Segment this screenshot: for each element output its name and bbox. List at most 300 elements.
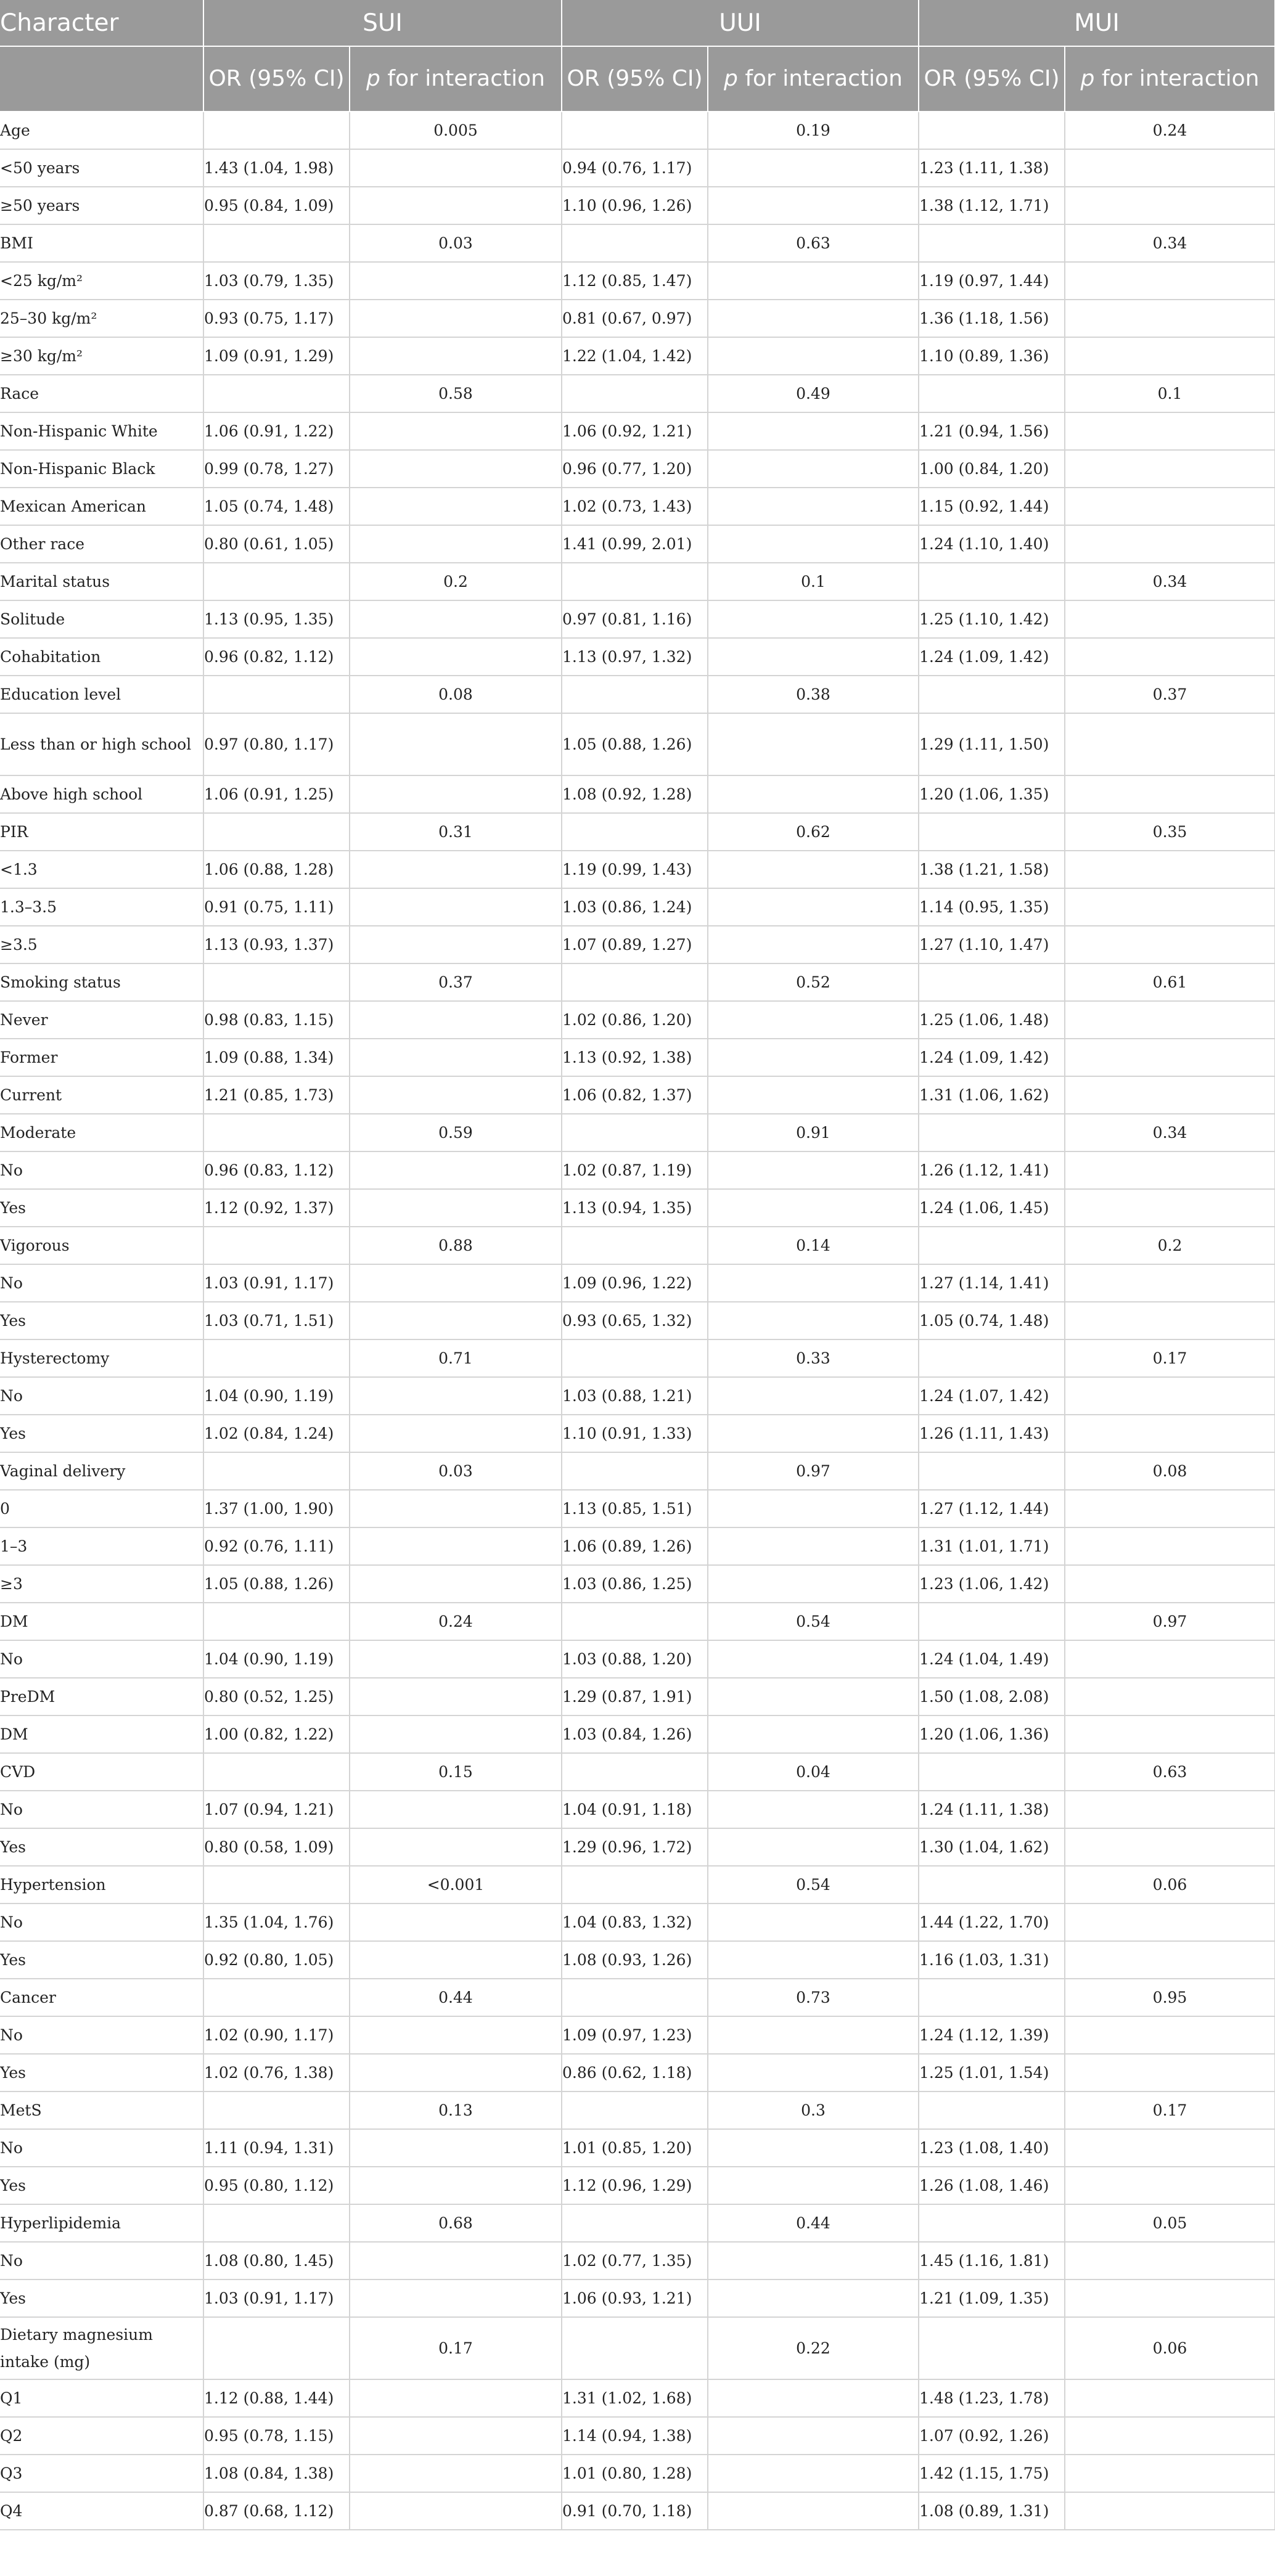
cell-sui-or: 1.08 (0.80, 1.45) <box>203 2242 350 2280</box>
cell-uui-p <box>708 1903 919 1941</box>
cell-uui-or: 1.10 (0.96, 1.26) <box>562 187 708 224</box>
row-label: Smoking status <box>0 963 203 1001</box>
cell-mui-or: 1.08 (0.89, 1.31) <box>919 2492 1065 2530</box>
cell-sui-p: 0.71 <box>350 1339 562 1377</box>
row-label: Non-Hispanic White <box>0 412 203 450</box>
cell-uui-p <box>708 1828 919 1866</box>
subgroup-row <box>0 2492 1275 2530</box>
cell-sui-or: 1.08 (0.84, 1.38) <box>203 2455 350 2492</box>
cell-sui-p <box>350 926 562 963</box>
group-row <box>0 2317 1275 2379</box>
cell-uui-p: 0.33 <box>708 1339 919 1377</box>
cell-sui-or: 1.11 (0.94, 1.31) <box>203 2129 350 2167</box>
cell-sui-or <box>203 2204 350 2242</box>
group-row <box>0 1979 1275 2016</box>
cell-sui-p: <0.001 <box>350 1866 562 1903</box>
or-header-sui: OR (95% CI) <box>203 46 350 112</box>
cell-sui-or <box>203 676 350 713</box>
cell-mui-p <box>1065 187 1275 224</box>
cell-mui-or: 1.27 (1.12, 1.44) <box>919 1490 1065 1527</box>
cell-uui-p <box>708 1565 919 1603</box>
cell-sui-p: 0.58 <box>350 375 562 412</box>
cell-mui-or: 1.23 (1.06, 1.42) <box>919 1565 1065 1603</box>
cell-sui-or: 1.06 (0.88, 1.28) <box>203 851 350 888</box>
cell-sui-or: 0.91 (0.75, 1.11) <box>203 888 350 926</box>
cell-sui-p <box>350 2280 562 2317</box>
cell-uui-or: 1.29 (0.96, 1.72) <box>562 1828 708 1866</box>
cell-uui-p: 0.54 <box>708 1603 919 1640</box>
cell-sui-p <box>350 775 562 813</box>
cell-sui-p <box>350 1791 562 1828</box>
row-label: Yes <box>0 2280 203 2317</box>
p-header-mui <box>1065 46 1275 112</box>
row-label: 1–3 <box>0 1527 203 1565</box>
cell-mui-or: 1.31 (1.01, 1.71) <box>919 1527 1065 1565</box>
cell-uui-p: 0.91 <box>708 1114 919 1151</box>
cell-mui-or <box>919 1753 1065 1791</box>
cell-sui-or <box>203 1866 350 1903</box>
group-row <box>0 2204 1275 2242</box>
row-label: Moderate <box>0 1114 203 1151</box>
cell-mui-or: 1.50 (1.08, 2.08) <box>919 1678 1065 1715</box>
cell-uui-p <box>708 600 919 638</box>
cell-mui-p: 0.97 <box>1065 1603 1275 1640</box>
cell-mui-p <box>1065 888 1275 926</box>
cell-mui-or: 1.07 (0.92, 1.26) <box>919 2417 1065 2455</box>
cell-sui-p <box>350 713 562 775</box>
cell-sui-p <box>350 1302 562 1339</box>
cell-uui-or <box>562 1339 708 1377</box>
row-label: No <box>0 1377 203 1415</box>
cell-sui-p <box>350 1565 562 1603</box>
cell-mui-p <box>1065 1377 1275 1415</box>
subgroup-row <box>0 2280 1275 2317</box>
header-row-groups <box>0 0 1275 46</box>
cell-mui-p: 0.2 <box>1065 1227 1275 1264</box>
cell-uui-or: 1.19 (0.99, 1.43) <box>562 851 708 888</box>
row-label: Hysterectomy <box>0 1339 203 1377</box>
cell-sui-or: 1.07 (0.94, 1.21) <box>203 1791 350 1828</box>
cell-mui-or: 1.31 (1.06, 1.62) <box>919 1076 1065 1114</box>
cell-sui-p: 0.15 <box>350 1753 562 1791</box>
group-row <box>0 112 1275 149</box>
cell-uui-or: 1.31 (1.02, 1.68) <box>562 2379 708 2417</box>
cell-uui-or: 1.12 (0.96, 1.29) <box>562 2167 708 2204</box>
subgroup-row <box>0 2455 1275 2492</box>
subgroup-row <box>0 187 1275 224</box>
cell-sui-p: 0.03 <box>350 1452 562 1490</box>
subgroup-row <box>0 775 1275 813</box>
row-label: 0 <box>0 1490 203 1527</box>
cell-uui-p <box>708 2280 919 2317</box>
cell-mui-or <box>919 2317 1065 2379</box>
subgroup-row <box>0 888 1275 926</box>
cell-mui-or: 1.27 (1.10, 1.47) <box>919 926 1065 963</box>
cell-sui-p <box>350 2016 562 2054</box>
cell-mui-or: 1.29 (1.11, 1.50) <box>919 713 1065 775</box>
row-label: Cancer <box>0 1979 203 2016</box>
cell-sui-or: 0.96 (0.83, 1.12) <box>203 1151 350 1189</box>
cell-uui-p: 0.14 <box>708 1227 919 1264</box>
cell-uui-or <box>562 2317 708 2379</box>
cell-sui-p <box>350 1039 562 1076</box>
cell-mui-or: 1.25 (1.10, 1.42) <box>919 600 1065 638</box>
cell-sui-or: 0.98 (0.83, 1.15) <box>203 1001 350 1039</box>
cell-uui-or <box>562 963 708 1001</box>
row-label: Education level <box>0 676 203 713</box>
cell-uui-p <box>708 638 919 676</box>
cell-mui-p: 0.06 <box>1065 2317 1275 2379</box>
cell-mui-or: 1.26 (1.11, 1.43) <box>919 1415 1065 1452</box>
cell-sui-or: 1.05 (0.88, 1.26) <box>203 1565 350 1603</box>
cell-sui-or: 1.09 (0.88, 1.34) <box>203 1039 350 1076</box>
cell-mui-p <box>1065 926 1275 963</box>
cell-mui-p <box>1065 1527 1275 1565</box>
cell-mui-p: 0.1 <box>1065 375 1275 412</box>
cell-uui-p: 0.63 <box>708 224 919 262</box>
cell-uui-or <box>562 1227 708 1264</box>
cell-mui-p <box>1065 525 1275 563</box>
row-label: No <box>0 1264 203 1302</box>
row-label: Former <box>0 1039 203 1076</box>
cell-uui-or: 1.08 (0.93, 1.26) <box>562 1941 708 1979</box>
cell-uui-or <box>562 676 708 713</box>
subgroup-row <box>0 1791 1275 1828</box>
cell-mui-p <box>1065 1791 1275 1828</box>
cell-sui-p: 0.68 <box>350 2204 562 2242</box>
cell-uui-or: 0.86 (0.62, 1.18) <box>562 2054 708 2091</box>
cell-mui-or: 1.00 (0.84, 1.20) <box>919 450 1065 488</box>
cell-uui-or: 1.04 (0.91, 1.18) <box>562 1791 708 1828</box>
cell-uui-p: 0.04 <box>708 1753 919 1791</box>
cell-uui-p <box>708 851 919 888</box>
p-rest: for interaction <box>737 66 903 91</box>
cell-sui-p <box>350 2492 562 2530</box>
subgroup-row <box>0 1565 1275 1603</box>
cell-mui-or: 1.27 (1.14, 1.41) <box>919 1264 1065 1302</box>
cell-uui-or: 1.12 (0.85, 1.47) <box>562 262 708 300</box>
cell-mui-p <box>1065 1828 1275 1866</box>
cell-mui-or: 1.24 (1.04, 1.49) <box>919 1640 1065 1678</box>
cell-sui-or: 1.02 (0.76, 1.38) <box>203 2054 350 2091</box>
cell-mui-p <box>1065 1715 1275 1753</box>
cell-uui-or <box>562 112 708 149</box>
row-label: Hyperlipidemia <box>0 2204 203 2242</box>
cell-uui-p <box>708 2016 919 2054</box>
cell-mui-p <box>1065 2167 1275 2204</box>
cell-mui-p: 0.63 <box>1065 1753 1275 1791</box>
row-label: Dietary magnesium intake (mg) <box>0 2317 203 2379</box>
cell-sui-p <box>350 2417 562 2455</box>
cell-mui-or: 1.30 (1.04, 1.62) <box>919 1828 1065 1866</box>
cell-sui-p: 0.44 <box>350 1979 562 2016</box>
cell-sui-p <box>350 149 562 187</box>
cell-uui-or: 1.22 (1.04, 1.42) <box>562 337 708 375</box>
cell-mui-p <box>1065 2016 1275 2054</box>
cell-sui-p <box>350 1415 562 1452</box>
row-label: Yes <box>0 1415 203 1452</box>
cell-mui-or: 1.26 (1.08, 1.46) <box>919 2167 1065 2204</box>
cell-sui-or <box>203 1339 350 1377</box>
cell-uui-or: 1.02 (0.77, 1.35) <box>562 2242 708 2280</box>
cell-uui-or: 1.13 (0.85, 1.51) <box>562 1490 708 1527</box>
cell-sui-p <box>350 2129 562 2167</box>
subgroup-row <box>0 1151 1275 1189</box>
cell-uui-or: 1.03 (0.88, 1.21) <box>562 1377 708 1415</box>
cell-uui-or: 0.94 (0.76, 1.17) <box>562 149 708 187</box>
cell-uui-p <box>708 1001 919 1039</box>
row-label: Yes <box>0 2054 203 2091</box>
cell-mui-p <box>1065 1903 1275 1941</box>
cell-uui-p <box>708 1678 919 1715</box>
cell-uui-or: 1.07 (0.89, 1.27) <box>562 926 708 963</box>
cell-sui-or: 1.06 (0.91, 1.25) <box>203 775 350 813</box>
cell-mui-p: 0.95 <box>1065 1979 1275 2016</box>
cell-mui-p <box>1065 1264 1275 1302</box>
cell-uui-or: 1.06 (0.92, 1.21) <box>562 412 708 450</box>
subgroup-row <box>0 600 1275 638</box>
cell-mui-p <box>1065 1640 1275 1678</box>
subgroup-row <box>0 300 1275 337</box>
cell-mui-p <box>1065 149 1275 187</box>
cell-uui-or: 1.02 (0.87, 1.19) <box>562 1151 708 1189</box>
subgroup-row <box>0 1001 1275 1039</box>
row-label: Yes <box>0 1828 203 1866</box>
row-label: Non-Hispanic Black <box>0 450 203 488</box>
cell-uui-p <box>708 1377 919 1415</box>
cell-sui-p <box>350 851 562 888</box>
cell-mui-or <box>919 1979 1065 2016</box>
cell-mui-p <box>1065 450 1275 488</box>
group-row <box>0 1753 1275 1791</box>
row-label: MetS <box>0 2091 203 2129</box>
cell-sui-p <box>350 2242 562 2280</box>
cell-sui-p: 0.03 <box>350 224 562 262</box>
group-header-mui: MUI <box>919 0 1275 46</box>
cell-mui-p <box>1065 775 1275 813</box>
cell-sui-p <box>350 262 562 300</box>
row-label: Solitude <box>0 600 203 638</box>
row-label: Race <box>0 375 203 412</box>
header-row-columns <box>0 46 1275 112</box>
row-label: ≥50 years <box>0 187 203 224</box>
cell-mui-p <box>1065 1076 1275 1114</box>
cell-sui-or: 1.00 (0.82, 1.22) <box>203 1715 350 1753</box>
cell-sui-p <box>350 412 562 450</box>
cell-uui-p <box>708 2054 919 2091</box>
cell-sui-p: 0.13 <box>350 2091 562 2129</box>
group-row <box>0 224 1275 262</box>
row-label: Yes <box>0 1189 203 1227</box>
row-label: No <box>0 1791 203 1828</box>
cell-sui-p: 0.24 <box>350 1603 562 1640</box>
cell-uui-p <box>708 2492 919 2530</box>
cell-sui-p <box>350 1377 562 1415</box>
cell-sui-or: 1.03 (0.91, 1.17) <box>203 2280 350 2317</box>
cell-uui-p <box>708 775 919 813</box>
cell-sui-or <box>203 375 350 412</box>
row-label: Less than or high school <box>0 713 203 775</box>
cell-mui-or: 1.26 (1.12, 1.41) <box>919 1151 1065 1189</box>
cell-mui-or <box>919 1603 1065 1640</box>
cell-sui-or <box>203 2317 350 2379</box>
subgroup-row <box>0 2054 1275 2091</box>
p-header-sui <box>350 46 562 112</box>
subgroup-row <box>0 1076 1275 1114</box>
cell-uui-or: 1.08 (0.92, 1.28) <box>562 775 708 813</box>
cell-sui-or: 1.04 (0.90, 1.19) <box>203 1640 350 1678</box>
row-label: No <box>0 2129 203 2167</box>
cell-mui-p: 0.35 <box>1065 813 1275 851</box>
cell-mui-p <box>1065 1678 1275 1715</box>
cell-mui-or <box>919 2091 1065 2129</box>
subgroup-row <box>0 1828 1275 1866</box>
cell-uui-p <box>708 262 919 300</box>
row-label: <50 years <box>0 149 203 187</box>
group-row <box>0 963 1275 1001</box>
table-body <box>0 112 1275 2530</box>
cell-sui-p <box>350 1189 562 1227</box>
cell-sui-or: 0.95 (0.80, 1.12) <box>203 2167 350 2204</box>
cell-uui-p: 0.38 <box>708 676 919 713</box>
cell-uui-p: 0.54 <box>708 1866 919 1903</box>
row-label: Mexican American <box>0 488 203 525</box>
cell-mui-p <box>1065 337 1275 375</box>
character-header-blank <box>0 46 203 112</box>
subgroup-row <box>0 1490 1275 1527</box>
cell-uui-or: 0.81 (0.67, 0.97) <box>562 300 708 337</box>
cell-sui-or: 0.80 (0.52, 1.25) <box>203 1678 350 1715</box>
cell-mui-p <box>1065 713 1275 775</box>
cell-uui-p <box>708 888 919 926</box>
cell-sui-or <box>203 1452 350 1490</box>
subgroup-row <box>0 926 1275 963</box>
subgroup-row <box>0 1678 1275 1715</box>
cell-uui-p <box>708 1076 919 1114</box>
cell-mui-or: 1.38 (1.12, 1.71) <box>919 187 1065 224</box>
cell-sui-p: 0.37 <box>350 963 562 1001</box>
cell-uui-or: 1.01 (0.80, 1.28) <box>562 2455 708 2492</box>
row-label: Other race <box>0 525 203 563</box>
cell-uui-or <box>562 813 708 851</box>
cell-uui-p <box>708 1151 919 1189</box>
cell-mui-p <box>1065 2379 1275 2417</box>
cell-uui-p <box>708 2167 919 2204</box>
subgroup-row <box>0 1189 1275 1227</box>
cell-sui-p <box>350 1941 562 1979</box>
cell-sui-or: 1.04 (0.90, 1.19) <box>203 1377 350 1415</box>
p-italic: p <box>366 66 380 91</box>
cell-uui-p <box>708 2242 919 2280</box>
p-italic: p <box>724 66 738 91</box>
cell-uui-p <box>708 1941 919 1979</box>
row-label: PIR <box>0 813 203 851</box>
cell-mui-or: 1.24 (1.06, 1.45) <box>919 1189 1065 1227</box>
row-label: No <box>0 1640 203 1678</box>
cell-sui-p <box>350 2167 562 2204</box>
cell-mui-p <box>1065 412 1275 450</box>
cell-uui-or: 0.91 (0.70, 1.18) <box>562 2492 708 2530</box>
cell-mui-or: 1.19 (0.97, 1.44) <box>919 262 1065 300</box>
cell-uui-or: 1.03 (0.84, 1.26) <box>562 1715 708 1753</box>
cell-sui-p <box>350 638 562 676</box>
cell-mui-or <box>919 676 1065 713</box>
cell-mui-or <box>919 1227 1065 1264</box>
subgroup-row <box>0 638 1275 676</box>
cell-uui-or: 1.02 (0.86, 1.20) <box>562 1001 708 1039</box>
cell-uui-p <box>708 187 919 224</box>
row-label: Vaginal delivery <box>0 1452 203 1490</box>
cell-sui-or <box>203 1227 350 1264</box>
cell-uui-or: 1.05 (0.88, 1.26) <box>562 713 708 775</box>
cell-sui-or: 0.92 (0.76, 1.11) <box>203 1527 350 1565</box>
or-header-uui: OR (95% CI) <box>562 46 708 112</box>
cell-mui-p <box>1065 2417 1275 2455</box>
subgroup-row <box>0 1264 1275 1302</box>
subgroup-row <box>0 2417 1275 2455</box>
row-label: DM <box>0 1603 203 1640</box>
cell-sui-or <box>203 963 350 1001</box>
cell-uui-or: 1.03 (0.88, 1.20) <box>562 1640 708 1678</box>
cell-uui-p: 0.19 <box>708 112 919 149</box>
cell-uui-p <box>708 2455 919 2492</box>
group-header-uui: UUI <box>562 0 919 46</box>
cell-sui-p <box>350 337 562 375</box>
cell-sui-or: 1.21 (0.85, 1.73) <box>203 1076 350 1114</box>
cell-mui-or: 1.38 (1.21, 1.58) <box>919 851 1065 888</box>
cell-sui-or: 1.12 (0.92, 1.37) <box>203 1189 350 1227</box>
cell-uui-or <box>562 375 708 412</box>
subgroup-row <box>0 2129 1275 2167</box>
cell-sui-p <box>350 1903 562 1941</box>
cell-uui-p: 0.44 <box>708 2204 919 2242</box>
cell-sui-p <box>350 1640 562 1678</box>
cell-mui-p <box>1065 1941 1275 1979</box>
cell-uui-or <box>562 1753 708 1791</box>
cell-sui-or: 0.87 (0.68, 1.12) <box>203 2492 350 2530</box>
cell-mui-or: 1.36 (1.18, 1.56) <box>919 300 1065 337</box>
row-label: Age <box>0 112 203 149</box>
row-label: Hypertension <box>0 1866 203 1903</box>
group-row <box>0 563 1275 600</box>
cell-sui-or: 1.03 (0.91, 1.17) <box>203 1264 350 1302</box>
row-label: CVD <box>0 1753 203 1791</box>
row-label: Marital status <box>0 563 203 600</box>
cell-uui-or <box>562 1452 708 1490</box>
cell-uui-or: 1.02 (0.73, 1.43) <box>562 488 708 525</box>
cell-mui-or: 1.25 (1.01, 1.54) <box>919 2054 1065 2091</box>
cell-uui-or: 1.14 (0.94, 1.38) <box>562 2417 708 2455</box>
cell-sui-or <box>203 2091 350 2129</box>
character-header: Character <box>0 0 203 46</box>
subgroup-row <box>0 525 1275 563</box>
cell-uui-or: 0.93 (0.65, 1.32) <box>562 1302 708 1339</box>
cell-sui-or: 1.13 (0.93, 1.37) <box>203 926 350 963</box>
row-label: Q2 <box>0 2417 203 2455</box>
cell-mui-p: 0.61 <box>1065 963 1275 1001</box>
cell-sui-p <box>350 2054 562 2091</box>
cell-mui-or: 1.45 (1.16, 1.81) <box>919 2242 1065 2280</box>
cell-uui-p: 0.49 <box>708 375 919 412</box>
subgroup-row <box>0 2167 1275 2204</box>
cell-mui-p <box>1065 2129 1275 2167</box>
cell-uui-or <box>562 1603 708 1640</box>
cell-sui-or <box>203 1979 350 2016</box>
row-label: No <box>0 1903 203 1941</box>
cell-sui-or: 1.43 (1.04, 1.98) <box>203 149 350 187</box>
cell-uui-p: 0.52 <box>708 963 919 1001</box>
row-label: Current <box>0 1076 203 1114</box>
